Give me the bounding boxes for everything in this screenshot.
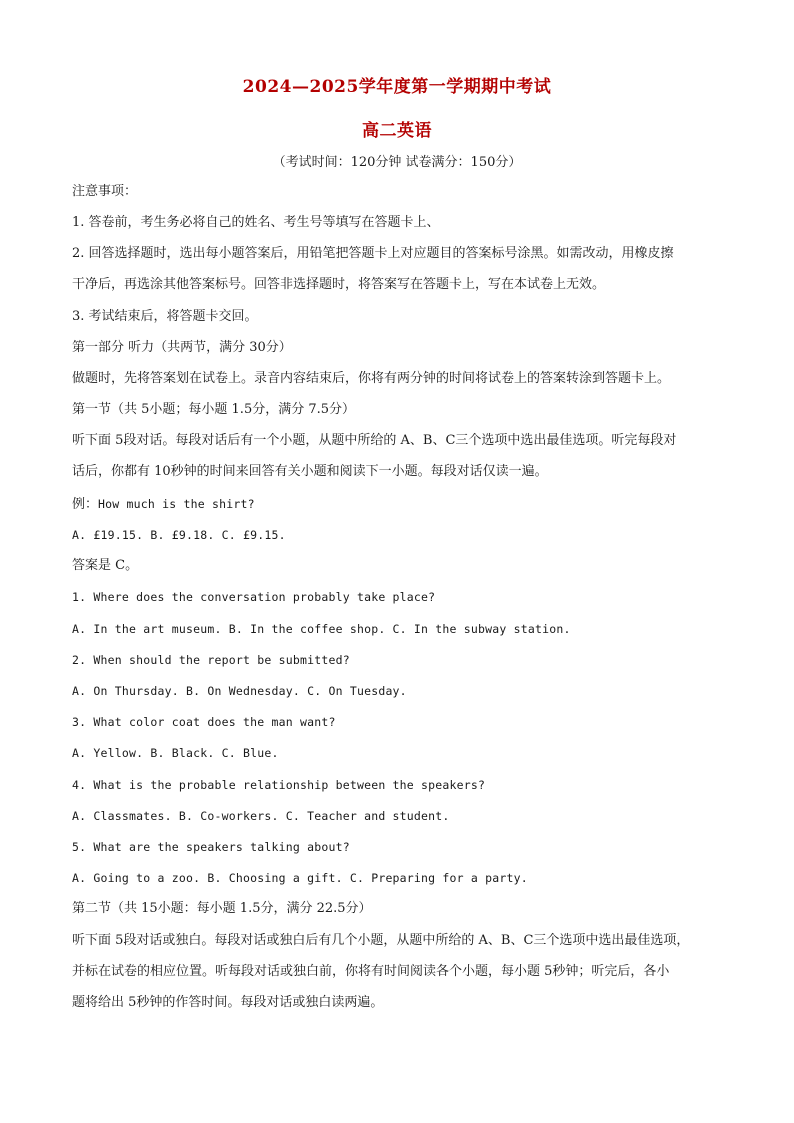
section1-instruction-line-1: 听下面 5段对话。每段对话后有一个小题，从题中所给的 A、B、C三个选项中选出最佳选项。听完每段对	[72, 433, 677, 448]
example-answer: 答案是 C。	[72, 558, 139, 573]
note-item-1: 1. 答卷前，考生务必将自己的姓名、考生号等填写在答题卡上、	[72, 215, 440, 230]
question-2-options: A. On Thursday. B. On Wednesday. C. On Tuesday.	[72, 684, 407, 698]
section2-instruction-line-3: 题将给出 5秒钟的作答时间。每段对话或独白读两遍。	[72, 995, 384, 1010]
question-3-options: A. Yellow. B. Black. C. Blue.	[72, 746, 279, 760]
note-item-2-line-2: 干净后，再选涂其他答案标号。回答非选择题时，将答案写在答题卡上，写在本试卷上无效。	[72, 277, 606, 292]
notes-heading: 注意事项：	[72, 184, 138, 199]
exam-title: 2024—2025学年度第一学期期中考试	[242, 77, 552, 97]
section1-heading: 第一节（共 5小题；每小题 1.5分，满分 7.5分）	[72, 402, 356, 417]
exam-subject: 高二英语	[362, 121, 432, 141]
example-label: 例：	[72, 497, 99, 512]
question-5: 5. What are the speakers talking about?	[72, 840, 350, 854]
question-5-options: A. Going to a zoo. B. Choosing a gift. C. Preparing for a party.	[72, 871, 528, 885]
example-options: A. £19.15. B. £9.18. C. £9.15.	[72, 528, 286, 542]
note-item-2-line-1: 2. 回答选择题时，选出每小题答案后，用铅笔把答题卡上对应题目的答案标号涂黑。如需改动，用橡皮擦	[72, 246, 674, 261]
section1-instruction-line-2: 话后，你都有 10秒钟的时间来回答有关小题和阅读下一小题。每段对话仅读一遍。	[72, 464, 548, 479]
example-line	[72, 496, 732, 513]
note-item-3: 3. 考试结束后，将答题卡交回。	[72, 309, 258, 324]
question-4-options: A. Classmates. B. Co-workers. C. Teacher and student.	[72, 809, 450, 823]
question-4: 4. What is the probable relationship between the speakers?	[72, 778, 486, 792]
example-question: How much is the shirt?	[98, 497, 255, 511]
part1-heading: 第一部分 听力（共两节，满分 30分）	[72, 340, 292, 355]
section2-heading: 第二节（共 15小题：每小题 1.5分，满分 22.5分）	[72, 901, 372, 916]
section2-instruction-line-2: 并标在试卷的相应位置。听每段对话或独白前，你将有时间阅读各个小题，每小题 5秒钟；听完后，各小	[72, 964, 670, 979]
exam-info: （考试时间：120分钟 试卷满分：150分）	[272, 155, 522, 170]
question-3: 3. What color coat does the man want?	[72, 715, 336, 729]
section2-instruction-line-1: 听下面 5段对话或独白。每段对话或独白后有几个小题，从题中所给的 A、B、C三个选项中选出最佳选项，	[72, 933, 690, 948]
part1-instruction: 做题时，先将答案划在试卷上。录音内容结束后，你将有两分钟的时间将试卷上的答案转涂到答题卡上。	[72, 371, 671, 386]
question-2: 2. When should the report be submitted?	[72, 653, 350, 667]
question-1: 1. Where does the conversation probably take place?	[72, 590, 436, 604]
question-1-options: A. In the art museum. B. In the coffee shop. C. In the subway station.	[72, 622, 571, 636]
